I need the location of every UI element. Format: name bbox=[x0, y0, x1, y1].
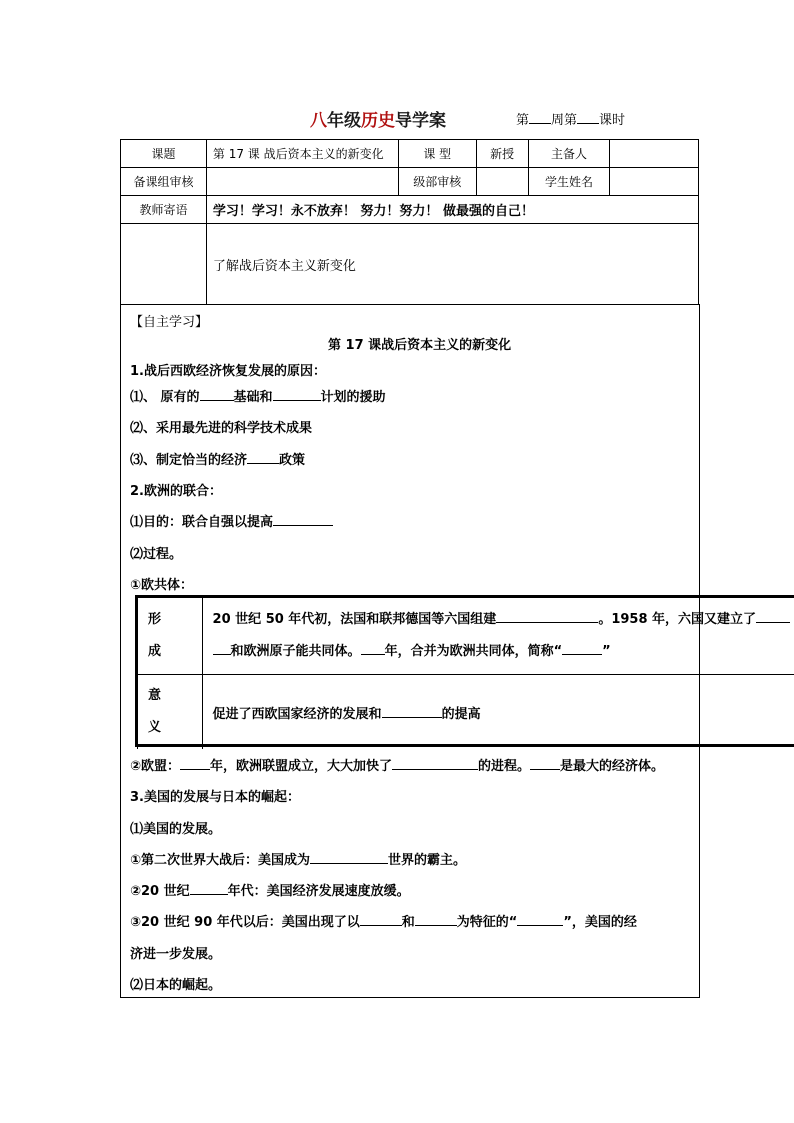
dept-review-value bbox=[476, 168, 528, 196]
question-3-item-1: ⑴美国的发展。 bbox=[130, 822, 222, 837]
us-line-3-cont: 济进一步发展。 bbox=[130, 947, 222, 962]
table-row bbox=[138, 675, 794, 750]
ec-table bbox=[137, 597, 794, 749]
preparer-label: 主备人 bbox=[528, 140, 610, 168]
objective-label bbox=[121, 224, 207, 305]
question-1-item-1: ⑴、 原有的 基础和 计划的援助 bbox=[130, 386, 386, 405]
lesson-title: 第 17 课战后资本主义的新变化 bbox=[328, 338, 512, 353]
table-row bbox=[121, 140, 699, 168]
motto-label: 教师寄语 bbox=[121, 196, 207, 224]
grade-text: 年级 bbox=[327, 111, 361, 131]
page-title bbox=[310, 106, 446, 131]
question-2-item-1: ⑴目的：联合自强以提高 bbox=[130, 511, 333, 530]
subject-text: 历史 bbox=[361, 111, 395, 131]
type-value: 新授 bbox=[476, 140, 528, 168]
motto-text: 学习！学习！永不放弃！ 努力！努力！ 做最强的自己！ bbox=[206, 196, 698, 224]
formation-content: 20 世纪 50 年代初，法国和联邦德国等六国组建 。1958 年，六国又建立了 和欧洲原子能共同体。 年，合并为欧洲共同体，简称“ ” bbox=[202, 598, 794, 675]
table-row bbox=[121, 224, 699, 305]
group-review-value bbox=[206, 168, 398, 196]
preparer-value bbox=[610, 140, 699, 168]
type-label: 课 型 bbox=[398, 140, 476, 168]
week-period: 第 周第 课时 bbox=[516, 113, 626, 128]
table-row bbox=[121, 196, 699, 224]
table-row bbox=[121, 168, 699, 196]
question-3: 3.美国的发展与日本的崛起： bbox=[130, 790, 300, 805]
us-line-1: ①第二次世界大战后：美国成为 世界的霸主。 bbox=[130, 849, 466, 868]
student-name-label: 学生姓名 bbox=[528, 168, 610, 196]
us-line-2: ②20 世纪 年代：美国经济发展速度放缓。 bbox=[130, 880, 410, 899]
period-blank bbox=[577, 111, 599, 124]
table-row bbox=[138, 598, 794, 675]
info-table bbox=[120, 139, 699, 305]
question-2-item-2: ⑵过程。 bbox=[130, 547, 183, 562]
question-1-item-3: ⑶、制定恰当的经济 政策 bbox=[130, 449, 305, 468]
grade-number: 八 bbox=[310, 111, 327, 131]
section-heading: 【自主学习】 bbox=[130, 315, 209, 330]
question-1-item-2: ⑵、采用最先进的科学技术成果 bbox=[130, 421, 313, 436]
week-blank bbox=[529, 111, 551, 124]
question-3-item-2: ⑵日本的崛起。 bbox=[130, 978, 222, 993]
objective-text: 了解战后资本主义新变化 bbox=[206, 224, 698, 305]
formation-label: 形 成 bbox=[138, 598, 203, 675]
question-2: 2.欧洲的联合： bbox=[130, 484, 222, 499]
topic-value: 第 17 课 战后资本主义的新变化 bbox=[206, 140, 398, 168]
us-line-3: ③20 世纪 90 年代以后：美国出现了以 和 为特征的“ ”，美国的经 bbox=[130, 911, 637, 930]
dept-review-label: 级部审核 bbox=[398, 168, 476, 196]
plan-text: 导学案 bbox=[395, 111, 446, 131]
topic-label: 课题 bbox=[121, 140, 207, 168]
student-name-value bbox=[610, 168, 699, 196]
significance-label: 意 义 bbox=[138, 675, 203, 750]
significance-content: 促进了西欧国家经济的发展和 的提高 bbox=[202, 675, 794, 750]
group-review-label: 备课组审核 bbox=[121, 168, 207, 196]
ec-heading: ①欧共体： bbox=[130, 578, 194, 593]
page-header bbox=[0, 106, 794, 130]
eu-line: ②欧盟： 年，欧洲联盟成立，大大加快了 的进程。 是最大的经济体。 bbox=[130, 755, 664, 774]
question-1: 1.战后西欧经济恢复发展的原因： bbox=[130, 364, 326, 379]
